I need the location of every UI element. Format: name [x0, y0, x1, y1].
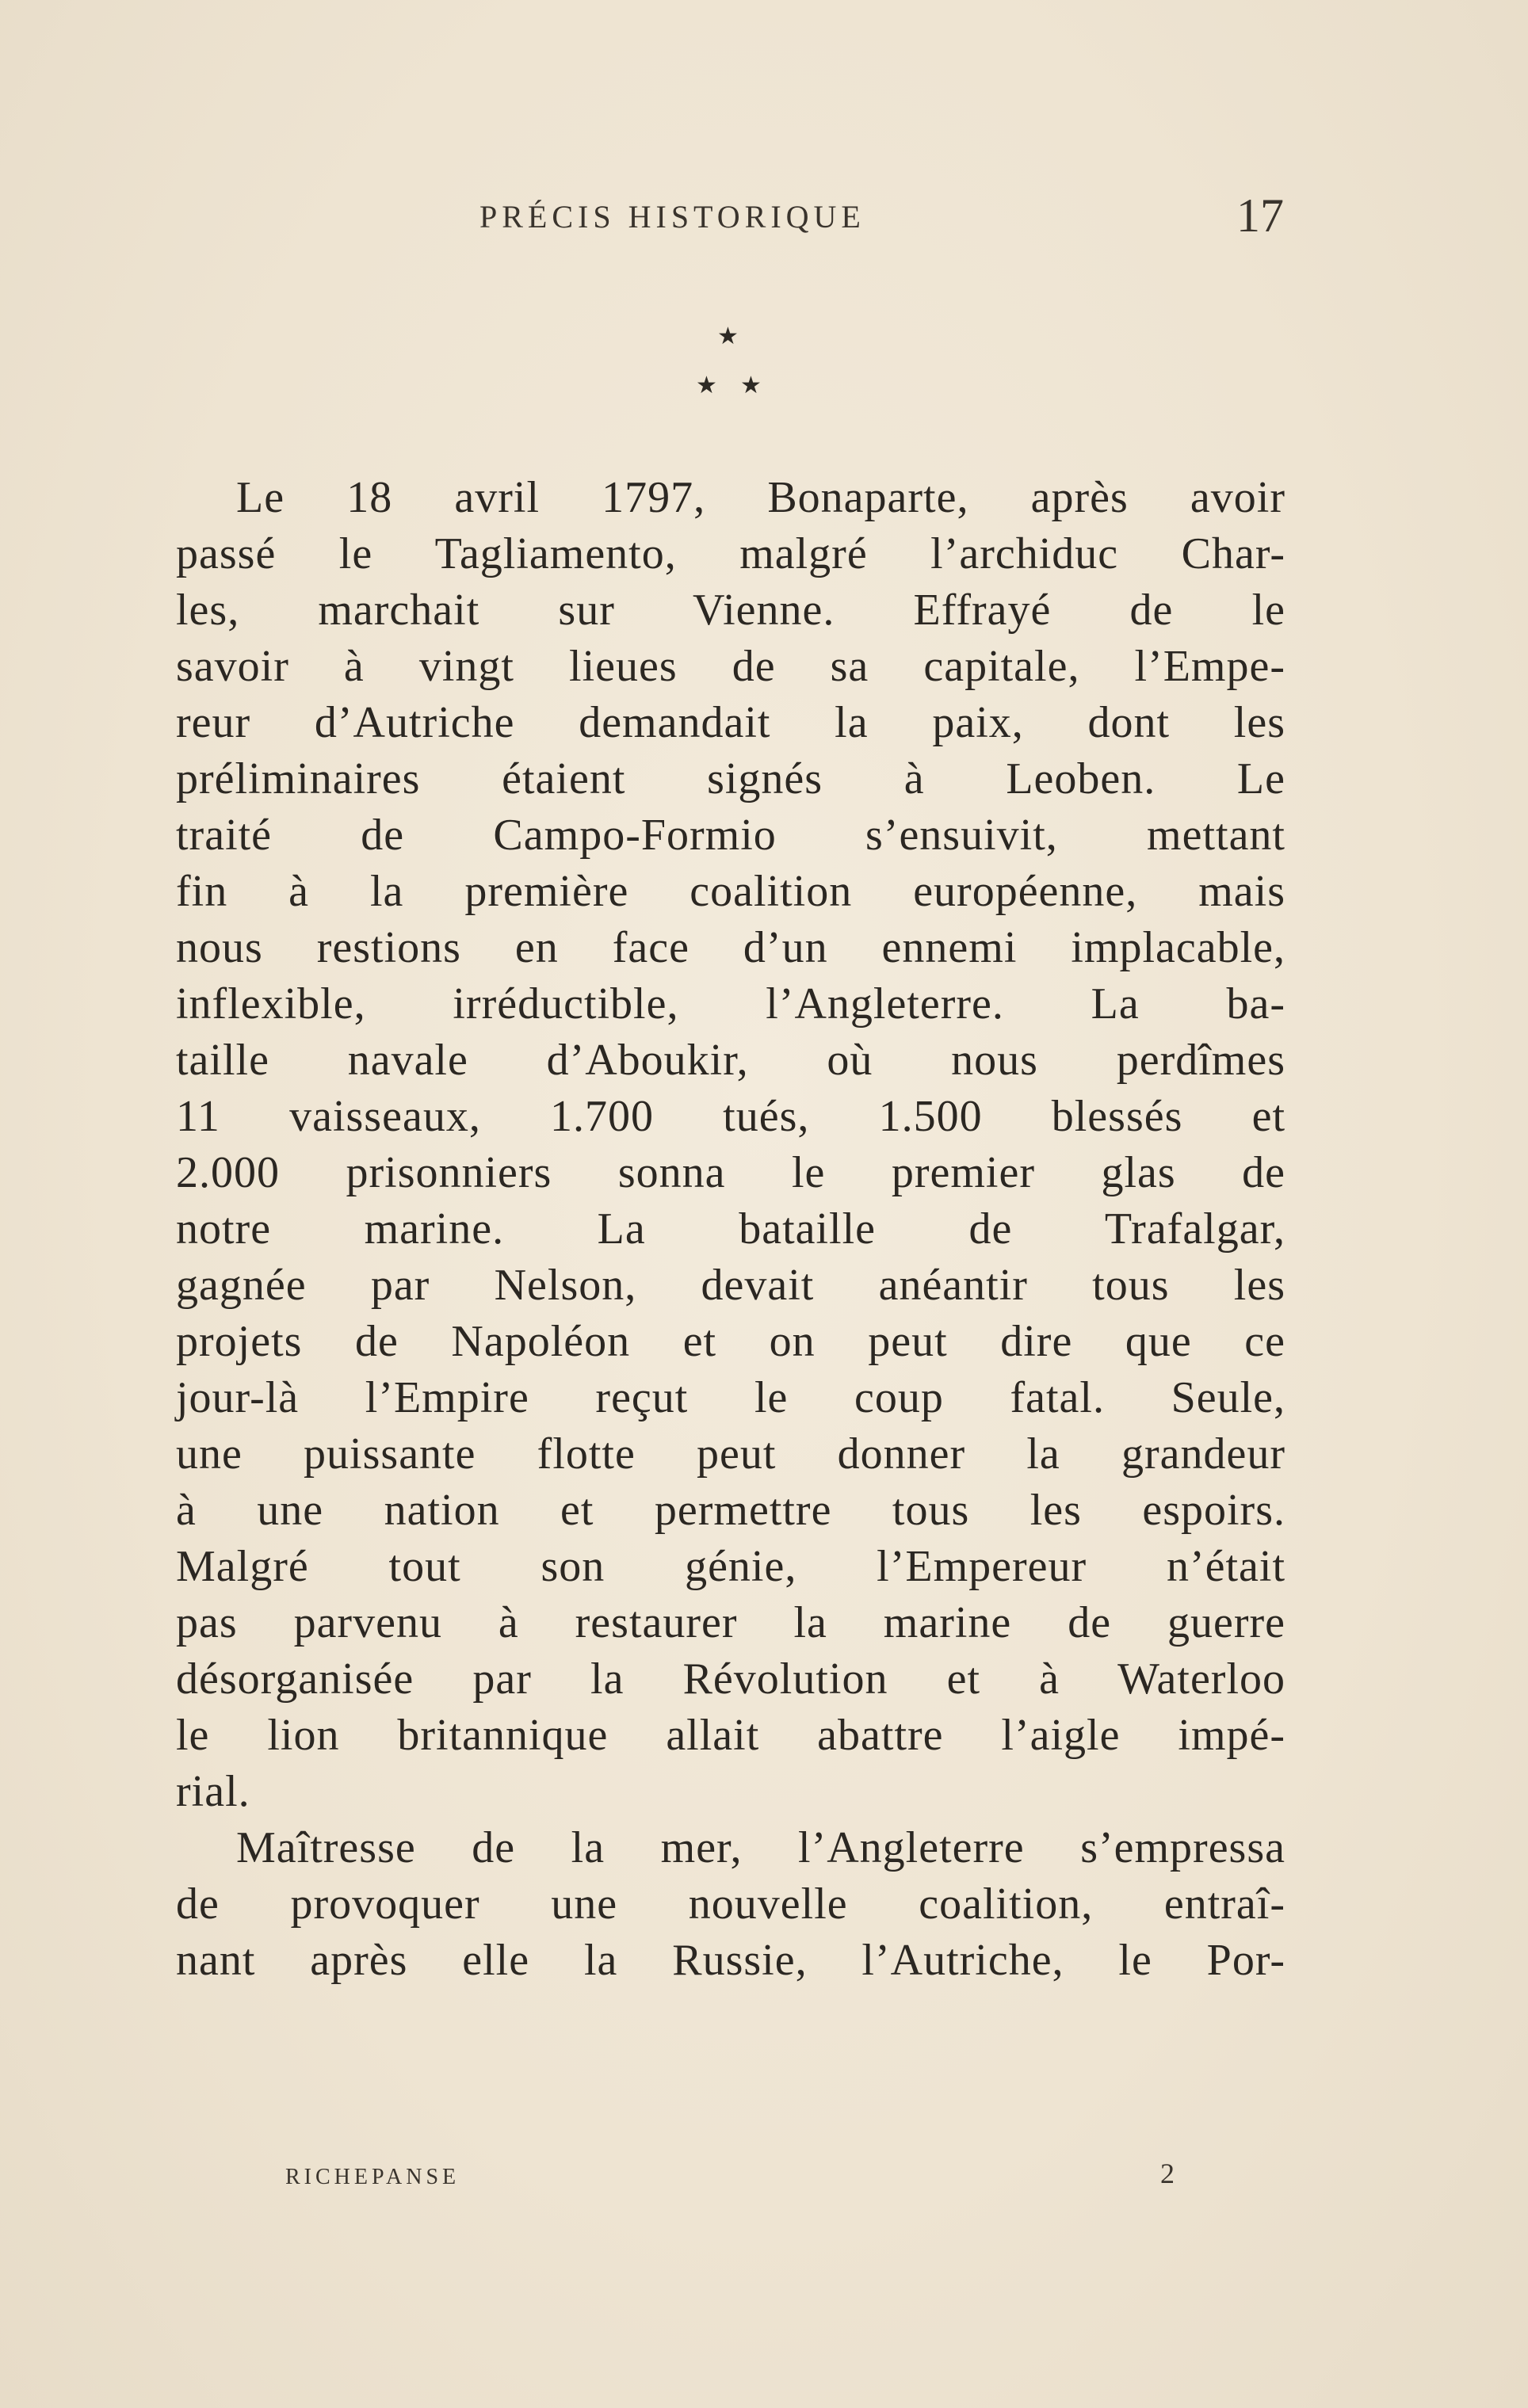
text-line: désorganisée par la Révolution et à Waterloo: [176, 1654, 1285, 1704]
text-line: notre marine. La bataille de Trafalgar,: [176, 1204, 1285, 1254]
text-line: inflexible, irréductible, l’Angleterre. La ba-: [176, 979, 1285, 1028]
text-line: nous restions en face d’un ennemi implacable,: [176, 923, 1285, 972]
text-line: pas parvenu à restaurer la marine de guerre: [176, 1598, 1285, 1647]
page-footer: [174, 2157, 1284, 2196]
text-line: Le 18 avril 1797, Bonaparte, après avoir: [236, 473, 1285, 522]
text-line: passé le Tagliamento, malgré l’archiduc Char-: [176, 529, 1285, 578]
text-line: nant après elle la Russie, l’Autriche, le Por-: [176, 1936, 1285, 1985]
text-line: projets de Napoléon et on peut dire que ce: [176, 1317, 1285, 1366]
text-line: préliminaires étaient signés à Leoben. Le: [176, 754, 1285, 803]
text-line: traité de Campo-Formio s’ensuivit, mettant: [176, 811, 1285, 860]
star-icon: ★: [717, 323, 739, 349]
text-line: Malgré tout son génie, l’Empereur n’était: [176, 1542, 1285, 1591]
running-title: PRÉCIS HISTORIQUE: [479, 199, 865, 235]
running-head: [174, 189, 1284, 244]
text-line: gagnée par Nelson, devait anéantir tous les: [176, 1261, 1285, 1310]
text-line: fin à la première coalition européenne, mais: [176, 867, 1285, 916]
text-line: 11 vaisseaux, 1.700 tués, 1.500 blessés et: [176, 1092, 1285, 1141]
star-icon: ★: [696, 372, 717, 399]
text-line: taille navale d’Aboukir, où nous perdîmes: [176, 1036, 1285, 1085]
text-line: 2.000 prisonniers sonna le premier glas de: [176, 1148, 1285, 1197]
text-line: Maîtresse de la mer, l’Angleterre s’empressa: [236, 1823, 1285, 1872]
text-line: jour-là l’Empire reçut le coup fatal. Seule,: [176, 1373, 1285, 1422]
star-icon: ★: [740, 372, 762, 399]
signature-mark: RICHEPANSE: [285, 2165, 460, 2189]
text-line: les, marchait sur Vienne. Effrayé de le: [176, 586, 1285, 635]
gathering-number: 2: [1160, 2158, 1175, 2189]
text-line: une puissante flotte peut donner la grandeur: [176, 1429, 1285, 1479]
text-line: savoir à vingt lieues de sa capitale, l’Empe-: [176, 642, 1285, 691]
text-line: le lion britannique allait abattre l’aigle impé-: [176, 1711, 1285, 1760]
text-line: de provoquer une nouvelle coalition, entraî-: [176, 1879, 1285, 1929]
text-line: à une nation et permettre tous les espoirs.: [176, 1486, 1285, 1535]
text-line: rial.: [176, 1767, 250, 1816]
asterism-ornament: [682, 325, 777, 404]
text-line: reur d’Autriche demandait la paix, dont les: [176, 698, 1285, 747]
page-number: 17: [1236, 189, 1284, 242]
